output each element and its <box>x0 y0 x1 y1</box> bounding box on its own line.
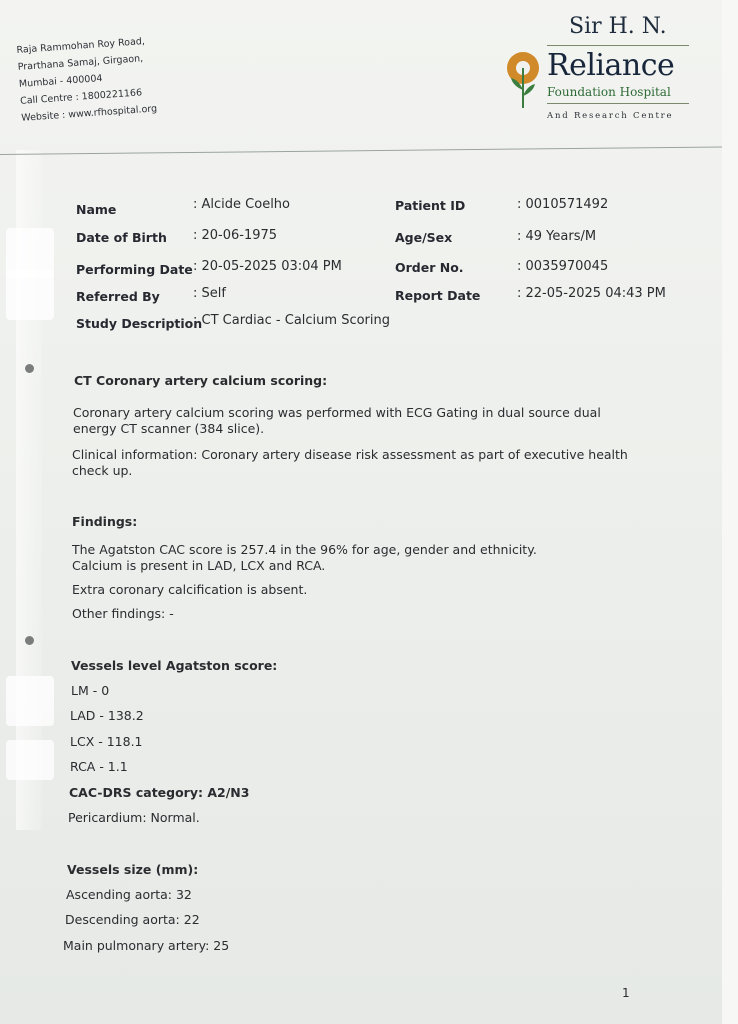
order-no-label: Order No. <box>395 260 464 275</box>
clinical-line: Clinical information: Coronary artery disease risk assessment as part of executive health <box>72 447 628 462</box>
referred-by-label: Referred By <box>76 289 160 304</box>
descending-aorta: Descending aorta: 22 <box>65 912 200 927</box>
dob-value: : 20-06-1975 <box>193 228 278 243</box>
call-centre: Call Centre : 1800221166 <box>19 87 143 107</box>
cac-drs-category: CAC-DRS category: A2/N3 <box>69 785 250 800</box>
performing-date-value: : 20-05-2025 03:04 PM <box>193 259 342 274</box>
lad-score: LAD - 138.2 <box>70 708 144 723</box>
hospital-logo <box>505 14 695 124</box>
rca-score: RCA - 1.1 <box>70 759 128 774</box>
patient-id-label: Patient ID <box>395 198 466 213</box>
technique-line: Coronary artery calcium scoring was performed with ECG Gating in dual source dual <box>73 405 601 420</box>
punch-hole <box>25 364 34 373</box>
page-edge <box>722 0 738 1024</box>
study-description-label: Study Description <box>76 316 203 331</box>
report-date-label: Report Date <box>395 288 481 303</box>
report-heading: CT Coronary artery calcium scoring: <box>74 373 328 388</box>
order-no-value: : 0035970045 <box>517 259 609 274</box>
name-value: : Alcide Coelho <box>193 197 290 212</box>
ascending-aorta: Ascending aorta: 32 <box>66 887 192 902</box>
extra-coronary-calcification: Extra coronary calcification is absent. <box>72 582 308 597</box>
logo-name: Reliance <box>547 48 675 83</box>
leaf-logo-icon <box>505 50 545 110</box>
address-line: Mumbai - 400004 <box>18 73 103 90</box>
clinical-information <box>72 447 628 479</box>
age-sex-label: Age/Sex <box>395 230 453 245</box>
other-findings: Other findings: - <box>72 606 174 621</box>
lcx-score: LCX - 118.1 <box>70 734 143 749</box>
website: Website : www.rfhospital.org <box>20 103 158 124</box>
report-date-value: : 22-05-2025 04:43 PM <box>517 286 666 301</box>
logo-foundation: Foundation Hospital <box>547 85 671 99</box>
vessels-agatston-heading: Vessels level Agatston score: <box>71 658 278 673</box>
study-description-value: : CT Cardiac - Calcium Scoring <box>193 313 391 328</box>
name-label: Name <box>76 202 117 217</box>
logo-sir: Sir H. N. <box>569 14 667 39</box>
page-number: 1 <box>622 986 630 1000</box>
findings-line: The Agatston CAC score is 257.4 in the 96% for age, gender and ethnicity. <box>72 542 537 557</box>
referred-by-value: : Self <box>193 286 226 301</box>
logo-tagline: And Research Centre <box>547 111 674 121</box>
technique-line: energy CT scanner (384 slice). <box>73 421 265 436</box>
patient-id-value: : 0010571492 <box>517 197 609 212</box>
address-line: Raja Rammohan Roy Road, <box>16 36 146 56</box>
age-sex-value: : 49 Years/M <box>517 229 597 244</box>
punch-hole <box>25 636 34 645</box>
pericardium: Pericardium: Normal. <box>68 810 200 825</box>
address-line: Prarthana Samaj, Girgaon, <box>17 53 144 73</box>
technique-text <box>73 405 601 437</box>
dob-label: Date of Birth <box>76 230 167 245</box>
main-pulmonary-artery: Main pulmonary artery: 25 <box>63 938 230 953</box>
performing-date-label: Performing Date <box>76 262 193 277</box>
hospital-address <box>16 33 158 127</box>
clinical-line: check up. <box>72 463 133 478</box>
vessels-size-heading: Vessels size (mm): <box>67 862 199 877</box>
findings-line: Calcium is present in LAD, LCX and RCA. <box>72 558 326 573</box>
findings-text <box>72 542 537 574</box>
findings-heading: Findings: <box>72 514 138 529</box>
lm-score: LM - 0 <box>71 683 110 698</box>
